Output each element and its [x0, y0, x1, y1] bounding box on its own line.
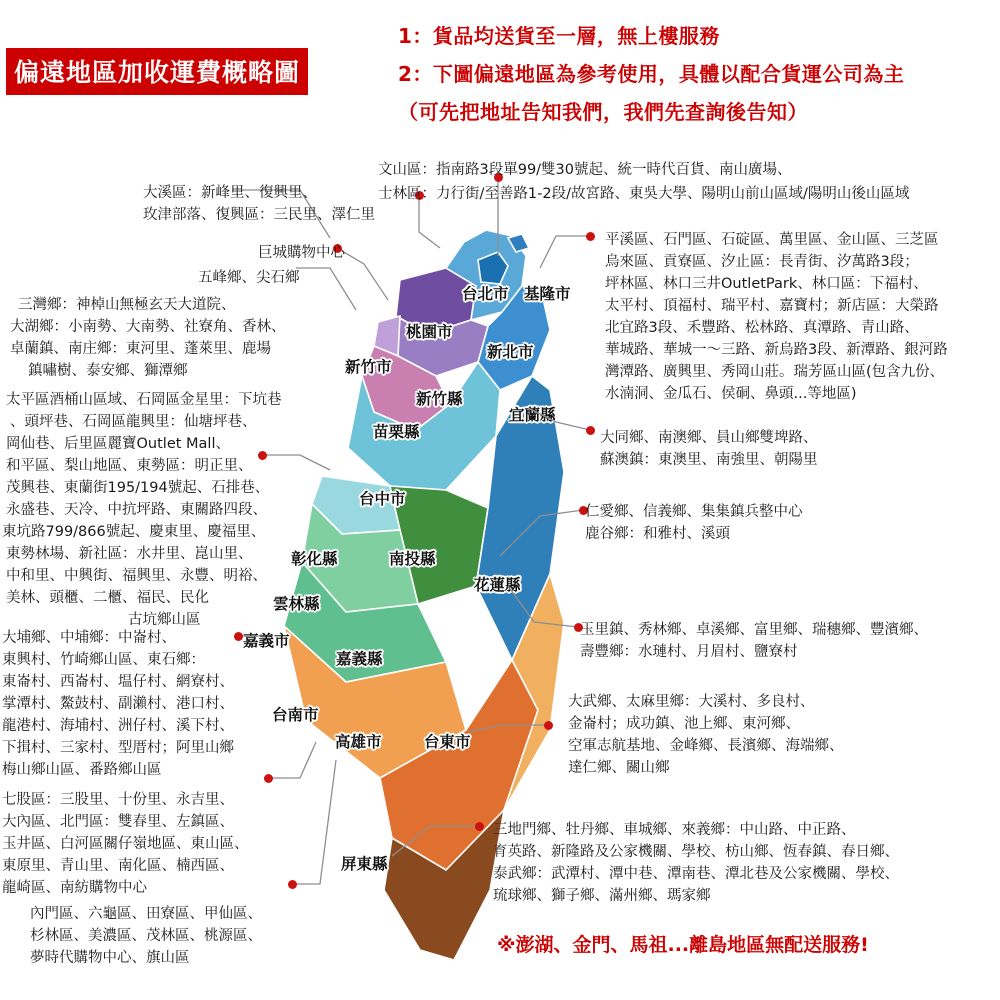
region-note: 龍港村、海埔村、洲仔村、溪下村、	[2, 718, 234, 734]
map-city-label: 屏東縣	[341, 855, 388, 873]
connector-dot	[544, 721, 553, 730]
region-note: 坪林區、林口三井OutletPark、林口區：下福村、	[605, 276, 928, 292]
connector-dot	[586, 232, 595, 241]
region-note: 太平區酒桶山區域、石岡區金星里：下坑巷	[6, 392, 282, 408]
region-note: 東興村、竹崎鄉山區、東石鄉：	[2, 652, 205, 668]
region-note: 巨城購物中心	[258, 245, 345, 261]
map-city-label: 台東市	[424, 733, 471, 751]
region-note: 仁愛鄉、信義鄉、集集鎮兵整中心	[585, 504, 803, 520]
region-note: 卓蘭鎮、南庄鄉：東河里、蓬萊里、鹿場	[10, 341, 271, 357]
region-note: 岡仙巷、后里區麗寶Outlet Mall、	[6, 436, 230, 452]
map-city-label: 彰化縣	[291, 550, 338, 568]
region-note: 文山區：指南路3段單99/雙30號起、統一時代百貨、南山廣場、	[378, 162, 792, 178]
region-note: 大同鄉、南澳鄉、員山鄉雙埤路、	[600, 430, 818, 446]
region-note: 泰武鄉：武潭村、潭中巷、潭南巷、潭北巷及公家機關、學校、	[493, 866, 899, 882]
note-line-2: 2：下圖偏遠地區為參考使用，具體以配合貨運公司為主	[398, 62, 905, 86]
region-note: 士林區：力行街/至善路1-2段/故宮路、東吳大學、陽明山前山區域/陽明山後山區域	[378, 186, 910, 202]
region-note: 中和里、中興街、福興里、永豐、明裕、	[6, 568, 267, 584]
region-note: 東勢林場、新社區：水井里、崑山里、	[6, 546, 253, 562]
note-line-1: 1：貨品均送貨至一層，無上樓服務	[398, 24, 720, 48]
map-city-label: 南投縣	[389, 550, 436, 568]
region-note: 三地門鄉、牡丹鄉、車城鄉、來義鄉：中山路、中正路、	[493, 822, 856, 838]
islands-note: ※澎湖、金門、馬祖...離島地區無配送服務!	[497, 934, 869, 956]
region-note: 玉井區、白河區關仔嶺地區、東山區、	[2, 836, 249, 852]
region-note: 達仁鄉、關山鄉	[568, 760, 670, 776]
region-note: 美林、頭櫃、二櫃、福民、民化	[6, 590, 209, 606]
connector-dot	[475, 822, 484, 831]
region-note: 七股區：三股里、十份里、永吉里、	[2, 792, 234, 808]
region-note: 杉林區、美濃區、茂林區、桃源區、	[30, 928, 262, 944]
note-line-3: （可先把地址告知我們，我們先查詢後告知）	[398, 100, 808, 124]
map-city-label: 嘉義縣	[336, 650, 383, 668]
region-note: 鹿谷鄉：和雅村、溪頭	[585, 526, 730, 542]
connector-dot	[258, 451, 267, 460]
map-city-label: 新竹縣	[416, 390, 463, 408]
connector-dot	[288, 880, 297, 889]
map-city-label: 台南市	[272, 706, 319, 724]
region-note: 內門區、六龜區、田寮區、甲仙區、	[30, 906, 262, 922]
region-note: 五峰鄉、尖石鄉	[198, 270, 300, 286]
region-note: 鎮嘯樹、泰安鄉、獅潭鄉	[28, 363, 188, 379]
region-note: 下揖村、三家村、型厝村；阿里山鄉	[2, 740, 234, 756]
map-city-label: 台中市	[359, 490, 406, 508]
region-note: 大湖鄉：小南勢、大南勢、社寮角、香林、	[10, 319, 286, 335]
region-note: 大埔鄉、中埔鄉：中崙村、	[2, 630, 176, 646]
region-note: 東原里、青山里、南化區、楠西區、	[2, 858, 234, 874]
connector-dot	[586, 426, 595, 435]
map-city-label: 苗栗縣	[373, 423, 420, 441]
region-note: 烏來區、貢寮區、汐止區：長青街、汐萬路3段；	[605, 254, 919, 270]
map-city-label: 高雄市	[335, 733, 382, 751]
region-note: 東崙村、西崙村、塭仔村、網寮村、	[2, 674, 234, 690]
map-city-label: 新竹市	[345, 358, 392, 376]
region-note: 東坑路799/866號起、慶東里、慶福里、	[2, 524, 266, 540]
region-note: 北宜路3段、禾豐路、松林路、真潭路、青山路、	[605, 320, 919, 336]
region-note: 古坑鄉山區	[128, 612, 201, 628]
region-note: 灣潭路、廣興里、秀岡山莊。瑞芳區山區(包含九份、	[605, 364, 945, 380]
page-title: 偏遠地區加收運費概略圖	[6, 48, 308, 95]
map-city-label: 桃園市	[406, 323, 453, 341]
map-city-label: 台北市	[462, 285, 509, 303]
region-note: 梅山鄉山區、番路鄉山區	[2, 762, 162, 778]
region-note: 金崙村；成功鎮、池上鄉、東河鄉、	[568, 716, 800, 732]
connector-dot	[234, 632, 243, 641]
region-note: 夢時代購物中心、旗山區	[30, 950, 190, 966]
region-note: 大武鄉、太麻里鄉：大溪村、多良村、	[568, 694, 815, 710]
map-city-label: 新北市	[487, 343, 534, 361]
map-city-label: 基隆市	[524, 285, 571, 303]
region-note: 三灣鄉：神棹山無極玄天大道院、	[18, 297, 236, 313]
region-note: 太平村、頂福村、瑞平村、嘉寶村；新店區：大榮路	[605, 298, 939, 314]
region-note: 華城路、華城一～三路、新烏路3段、新潭路、銀河路	[605, 342, 948, 358]
region-note: 龍崎區、南紡購物中心	[2, 880, 147, 896]
map-city-label: 嘉義市	[243, 632, 290, 650]
region-note: 壽豐鄉：水璉村、月眉村、鹽寮村	[580, 644, 798, 660]
region-note: 玉里鎮、秀林鄉、卓溪鄉、富里鄉、瑞穗鄉、豐濱鄉、	[580, 622, 928, 638]
map-city-label: 花蓮縣	[474, 576, 521, 594]
region-note: 掌潭村、鰲鼓村、副瀨村、港口村、	[2, 696, 234, 712]
region-note: 空軍志航基地、金峰鄉、長濱鄉、海端鄉、	[568, 738, 844, 754]
region-note: 蘇澳鎮：東澳里、南強里、朝陽里	[600, 452, 818, 468]
map-city-label: 雲林縣	[273, 595, 320, 613]
region-note: 水湳洞、金瓜石、侯硐、鼻頭...等地區)	[605, 386, 857, 402]
region-note: 育英路、新隆路及公家機關、學校、枋山鄉、恆春鎮、春日鄉、	[493, 844, 899, 860]
region-note: 平溪區、石門區、石碇區、萬里區、金山區、三芝區	[605, 232, 939, 248]
connector-dot	[264, 774, 273, 783]
region-note: 茂興巷、東蘭街195/194號起、石排巷、	[6, 480, 270, 496]
map-city-label: 宜蘭縣	[509, 406, 556, 424]
region-note: 和平區、梨山地區、東勢區：明正里、	[6, 458, 253, 474]
region-note: 大溪區：新峰里、復興里、	[143, 185, 317, 201]
region-note: 玫津部落、復興區：三民里、澤仁里	[143, 207, 375, 223]
region-note: 、頭坪巷、石岡區龍興里：仙塘坪巷、	[10, 414, 257, 430]
region-note: 大內區、北門區：雙春里、左鎮區、	[2, 814, 234, 830]
region-note: 永盛巷、天冷、中抗坪路、東關路四段、	[6, 502, 267, 518]
region-note: 琉球鄉、獅子鄉、滿州鄉、瑪家鄉	[493, 888, 711, 904]
